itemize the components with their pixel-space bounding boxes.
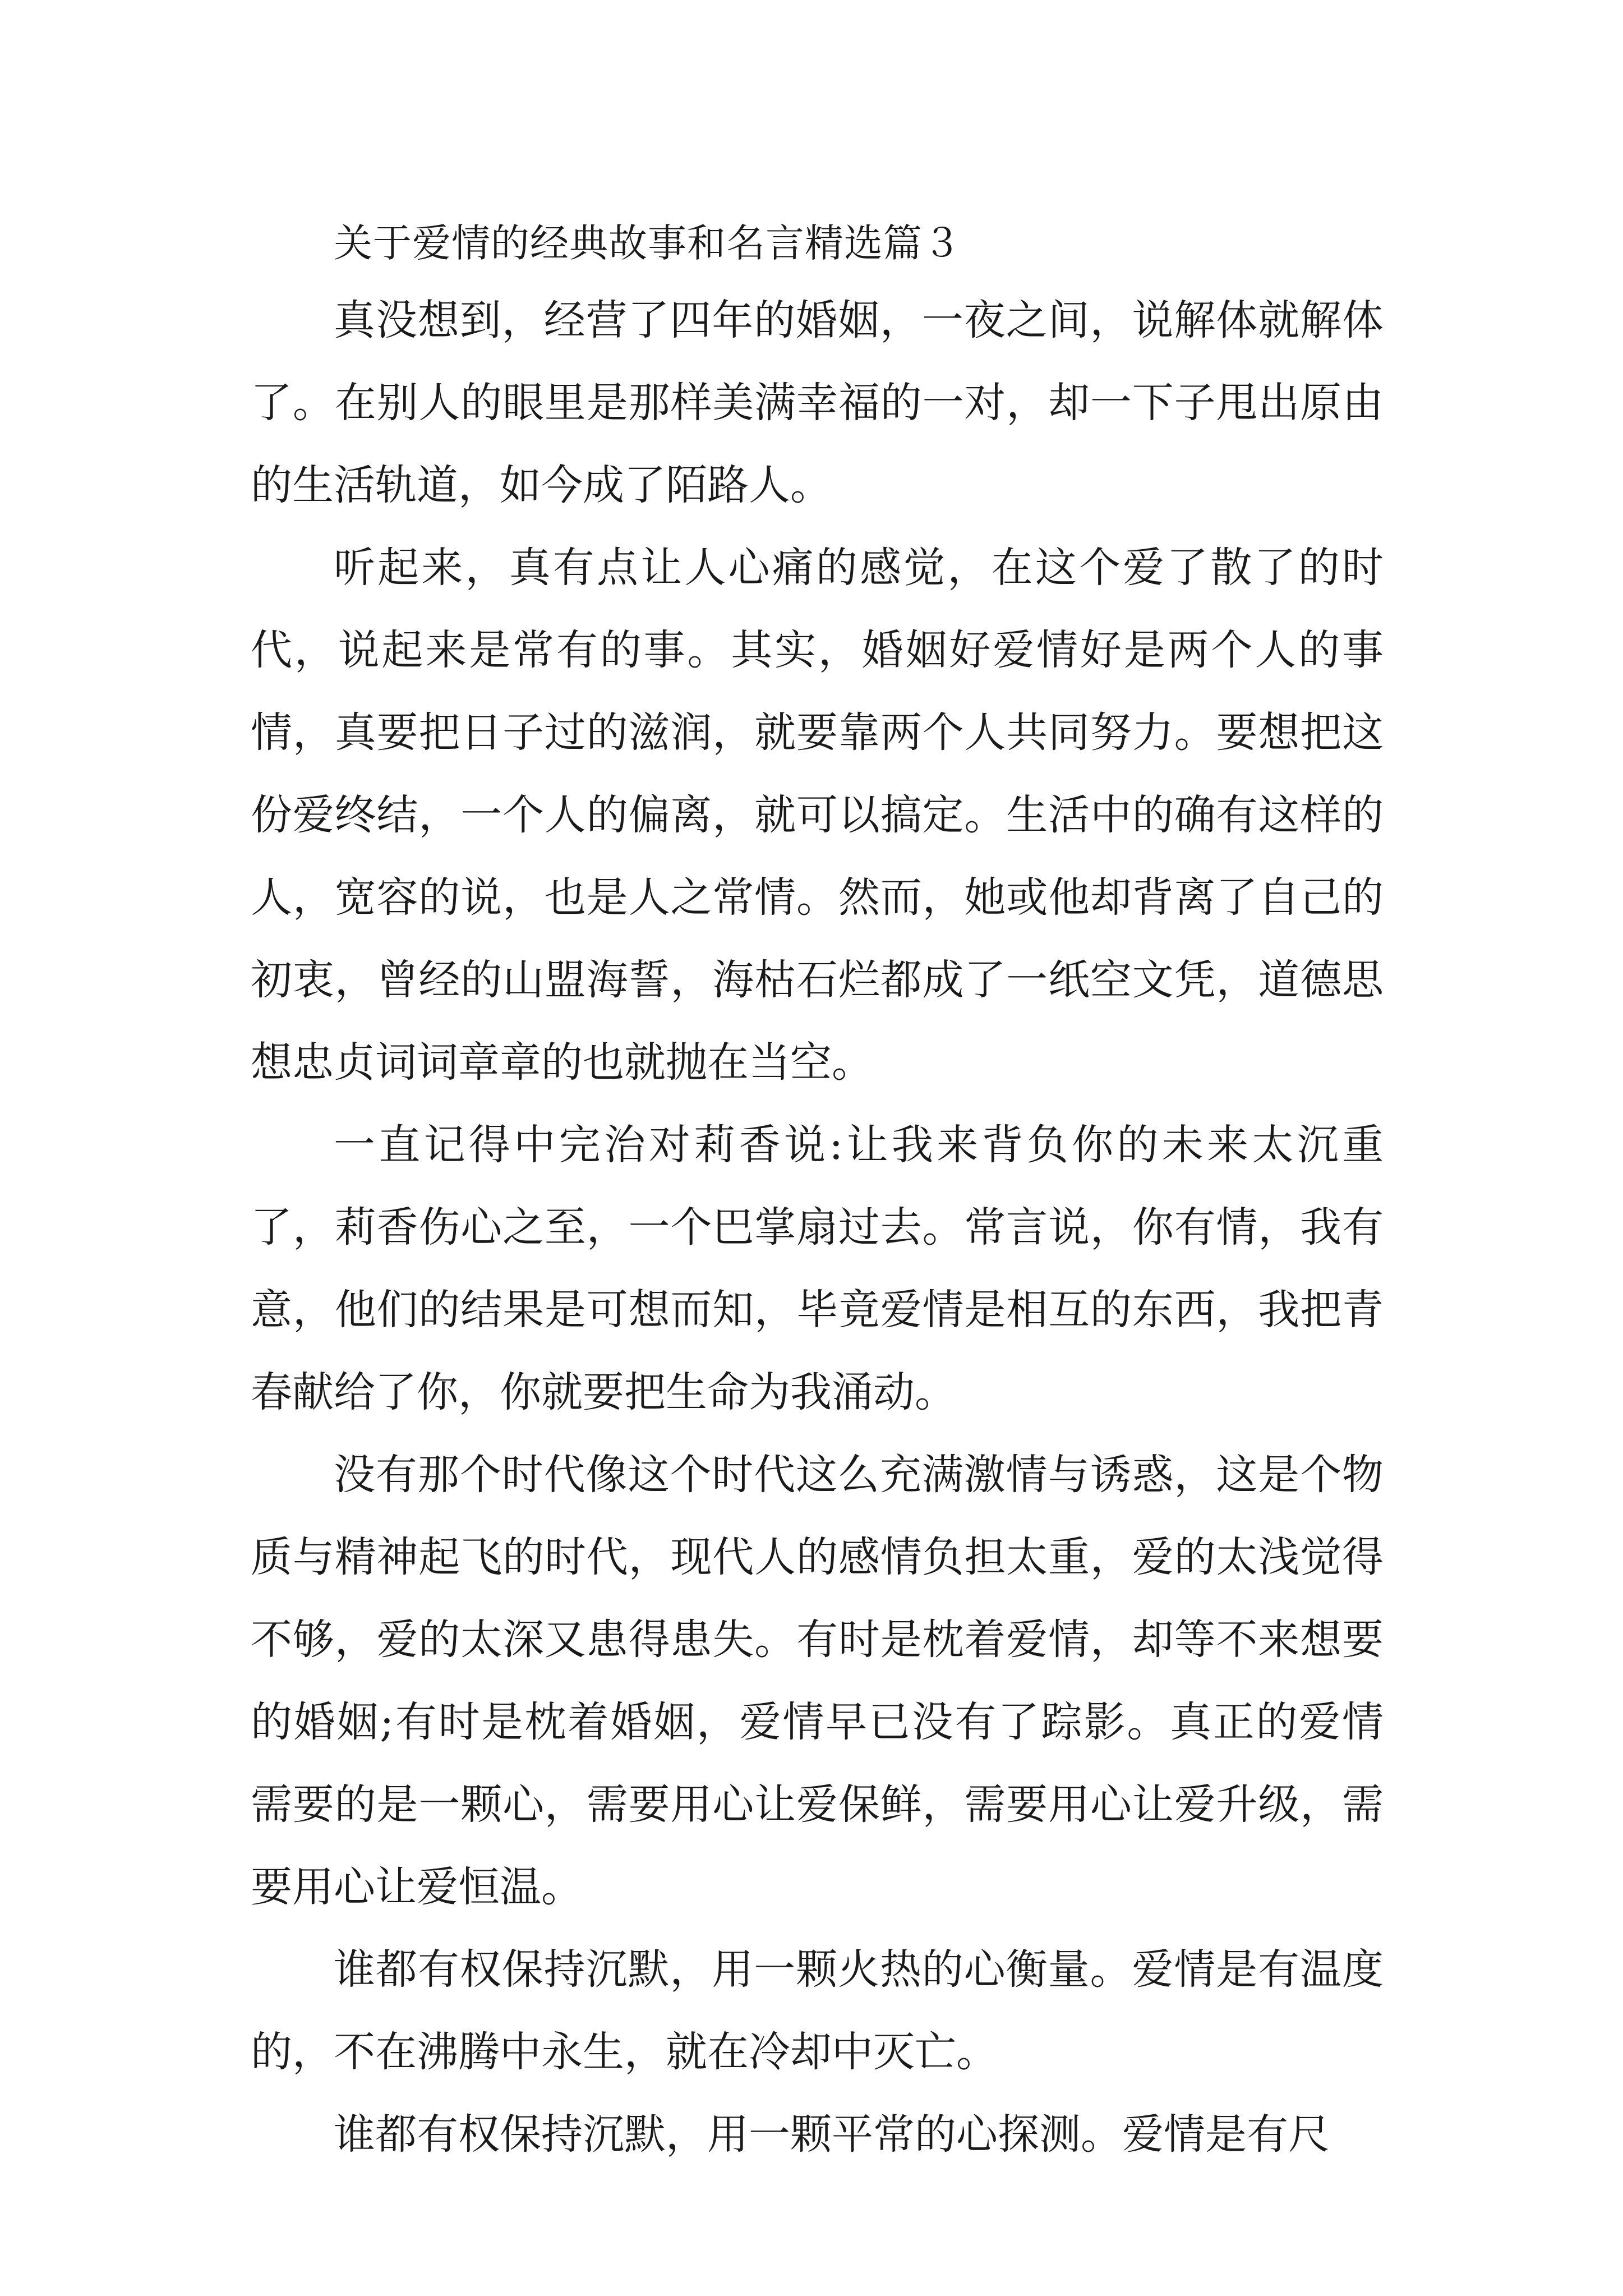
paragraph-2: 听起来，真有点让人心痛的感觉，在这个爱了散了的时代，说起来是常有的事。其实，婚姻好爱情好是两个人的事情，真要把日子过的滋润，就要靠两个人共同努力。要想把这份爱终结，一个人的偏离，就可以搞定。生活中的确有这样的人，宽容的说，也是人之常情。然而，她或他却背离了自己的初衷，曾经的山盟海誓，海枯石烂都成了一纸空文凭，道德思想忠贞词词章章的也就抛在当空。 — [251, 544, 1384, 1087]
paragraph-5: 谁都有权保持沉默，用一颗火热的心衡量。爱情是有温度的，不在沸腾中永生，就在冷却中灭亡。 — [251, 1945, 1384, 2076]
paragraph-6: 谁都有权保持沉默，用一颗平常的心探测。爱情是有尺 — [334, 2110, 1330, 2159]
paragraph-3: 一直记得中完治对莉香说:让我来背负你的未来太沉重了，莉香伤心之至，一个巴掌扇过去。常言说，你有情，我有意，他们的结果是可想而知，毕竟爱情是相互的东西，我把青春献给了你，你就要把生命为我涌动。 — [251, 1121, 1384, 1416]
article-title: 关于爱情的经典故事和名言精选篇３ — [334, 221, 962, 266]
paragraph-4: 没有那个时代像这个时代这么充满激情与诱惑，这是个物质与精神起飞的时代，现代人的感情负担太重，爱的太浅觉得不够，爱的太深又患得患失。有时是枕着爱情，却等不来想要的婚姻;有时是枕着婚姻，爱情早已没有了踪影。真正的爱情需要的是一颗心，需要用心让爱保鲜，需要用心让爱升级，需要用心让爱恒温。 — [251, 1451, 1384, 1911]
paragraph-1: 真没想到，经营了四年的婚姻，一夜之间，说解体就解体了。在别人的眼里是那样美满幸福的一对，却一下子甩出原由的生活轨道，如今成了陌路人。 — [251, 296, 1384, 509]
document-body — [251, 208, 1384, 2176]
